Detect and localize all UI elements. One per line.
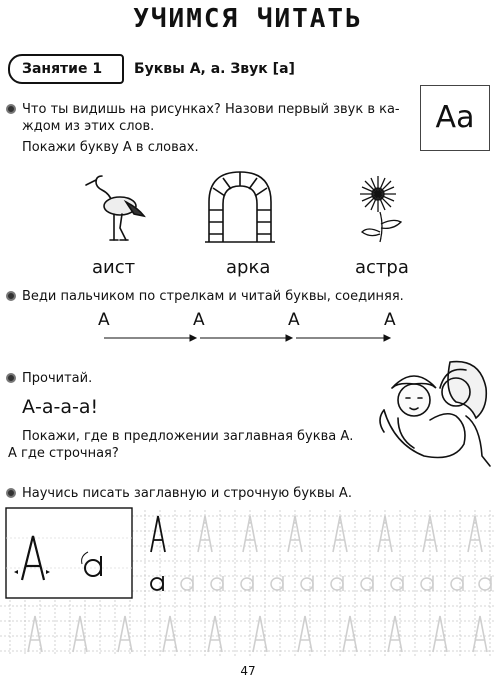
model-upper-letter: [151, 516, 165, 552]
task3-phrase: А-а-а-а!: [22, 396, 99, 418]
task3-line2: А где строчная?: [8, 446, 119, 461]
arrow-letter-2: А: [193, 310, 205, 330]
arrow-letter-1: А: [98, 310, 110, 330]
task1-line2: ждом из этих слов.: [22, 119, 155, 134]
picture-word-3: астра: [355, 257, 409, 278]
model-lower-letter: [151, 576, 163, 591]
task4-text: Научись писать заглавную и строчную буквы А.: [22, 486, 352, 501]
task3-line1: Покажи, где в предложении заглавная буква А.: [22, 429, 354, 444]
picture-word-2: арка: [226, 257, 271, 278]
arrow-letter-3: А: [288, 310, 300, 330]
task1-line3: Покажи букву А в словах.: [22, 140, 199, 155]
traced-bottom-letters: [28, 616, 487, 652]
arrow-letter-4: А: [384, 310, 396, 330]
page-number: 47: [240, 664, 256, 678]
picture-word-1: аист: [92, 257, 136, 278]
page-title: УЧИМСЯ ЧИТАТЬ: [133, 4, 363, 34]
traced-lower-letters: [181, 576, 491, 591]
task3-label: Прочитай.: [22, 371, 93, 386]
letter-box: Аа: [420, 85, 490, 151]
lesson-tag: Занятие 1: [22, 61, 103, 77]
lesson-heading: Буквы А, а. Звук [а]: [134, 61, 295, 77]
task1-line1: Что ты видишь на рисунках? Назови первый звук в ка-: [22, 102, 400, 117]
task2-text: Веди пальчиком по стрелкам и читай буквы, соединяя.: [22, 289, 404, 304]
